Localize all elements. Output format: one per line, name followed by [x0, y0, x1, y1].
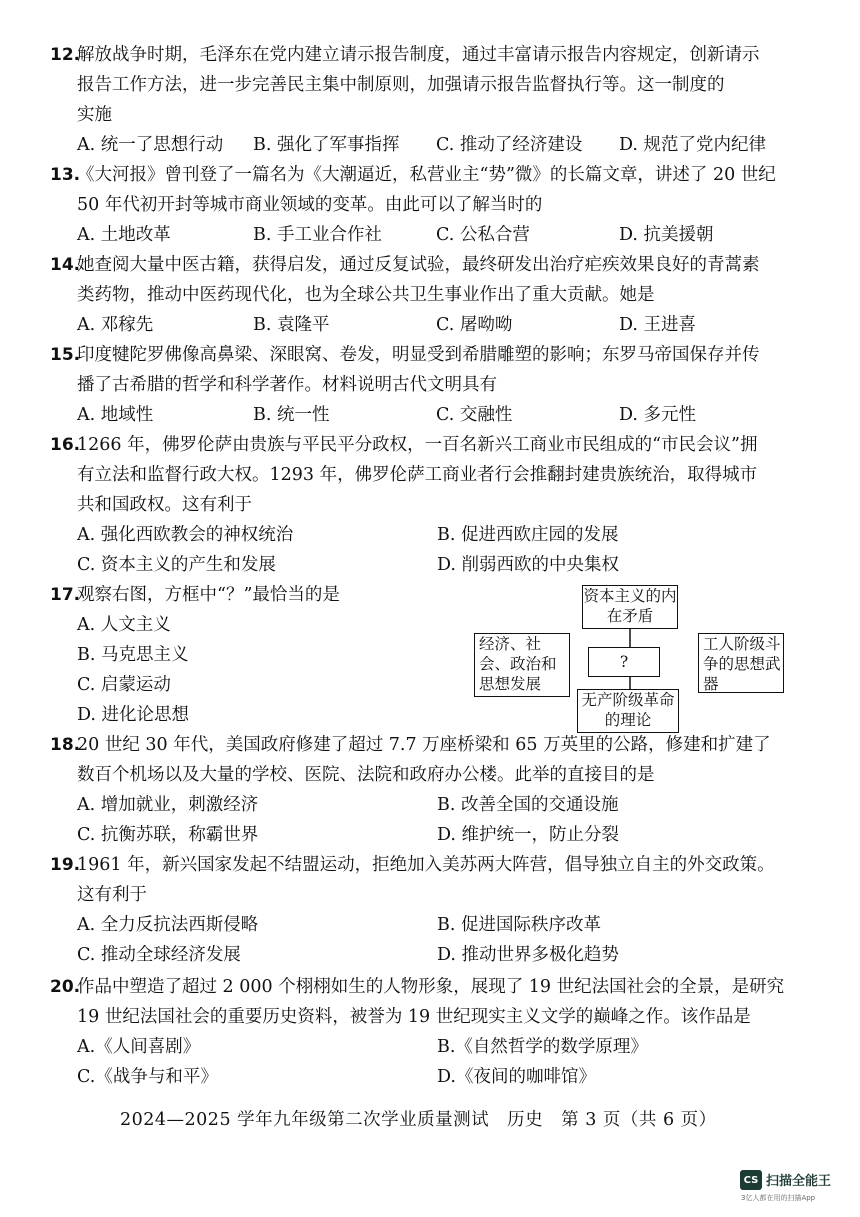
option-c[interactable]: C. 抗衡苏联，称霸世界 [77, 825, 259, 845]
option-d[interactable]: D. 削弱西欧的中央集权 [437, 555, 620, 575]
question-12 [52, 40, 842, 160]
option-d[interactable]: D.《夜间的咖啡馆》 [437, 1067, 596, 1087]
option-c[interactable]: C. 公私合营 [436, 225, 530, 245]
question-number: 15. [50, 345, 81, 365]
box-right: 工人阶级斗争的思想武器 [698, 633, 784, 693]
option-b[interactable]: B. 改善全国的交通设施 [437, 795, 619, 815]
question-number: 16. [50, 435, 81, 455]
question-13 [52, 160, 842, 250]
option-b[interactable]: B. 强化了军事指挥 [253, 135, 400, 155]
question-19 [52, 850, 842, 970]
question-18 [52, 730, 842, 850]
question-number: 14. [50, 255, 81, 275]
options [77, 1032, 842, 1092]
option-d[interactable]: D. 进化论思想 [77, 705, 190, 725]
option-c[interactable]: C.《战争与和平》 [77, 1067, 218, 1087]
question-number: 18. [50, 735, 81, 755]
option-a[interactable]: A. 地域性 [77, 405, 154, 425]
question-15 [52, 340, 842, 430]
options [77, 520, 842, 580]
option-c[interactable]: C. 推动全球经济发展 [77, 945, 241, 965]
option-a[interactable]: A. 全力反抗法西斯侵略 [77, 915, 259, 935]
box-bottom: 无产阶级革命的理论 [577, 689, 679, 733]
question-stem: 印度犍陀罗佛像高鼻梁、深眼窝、卷发，明显受到希腊雕塑的影响；东罗马帝国保存并传 播了古希腊的哲学和科学著作。材料说明古代文明具有 [77, 345, 760, 395]
question-16 [52, 430, 842, 580]
options [77, 790, 842, 850]
option-b[interactable]: B. 促进国际秩序改革 [437, 915, 601, 935]
option-b[interactable]: B. 袁隆平 [253, 315, 330, 335]
option-d[interactable]: D. 维护统一，防止分裂 [437, 825, 620, 845]
option-d[interactable]: D. 规范了党内纪律 [619, 135, 767, 155]
camscanner-name: 扫描全能王 [766, 1174, 832, 1189]
question-number: 12. [50, 45, 81, 65]
concept-diagram [472, 585, 840, 735]
question-stem: 作品中塑造了超过 2 000 个栩栩如生的人物形象，展现了 19 世纪法国社会的全景，是研究 19 世纪法国社会的重要历史资料，被誉为 19 世纪现实主义文学的巅峰之作。该作品是 [77, 977, 785, 1027]
question-stem: 《大河报》曾刊登了一篇名为《大潮逼近，私营业主“势”微》的长篇文章，讲述了 20 世纪 50 年代初开封等城市商业领域的变革。由此可以了解当时的 [77, 165, 776, 215]
option-a[interactable]: A. 增加就业，刺激经济 [77, 795, 259, 815]
option-c[interactable]: C. 推动了经济建设 [436, 135, 583, 155]
page-footer: 2024—2025 学年九年级第二次学业质量测试 历史 第 3 页（共 6 页） [120, 1110, 717, 1130]
option-a[interactable]: A. 土地改革 [77, 225, 171, 245]
option-d[interactable]: D. 推动世界多极化趋势 [437, 945, 620, 965]
camscanner-logo-icon: CS [740, 1170, 762, 1190]
question-number: 19. [50, 855, 81, 875]
box-center-question: ? [588, 647, 660, 677]
question-number: 13. [50, 165, 81, 185]
option-b[interactable]: B. 马克思主义 [77, 645, 189, 665]
question-stem: 她查阅大量中医古籍，获得启发，通过反复试验，最终研发出治疗疟疾效果良好的青蒿素 类药物，推动中医药现代化，也为全球公共卫生事业作出了重大贡献。她是 [77, 255, 760, 305]
question-number: 20. [50, 977, 81, 997]
option-b[interactable]: B. 手工业合作社 [253, 225, 382, 245]
camscanner-tagline: 3亿人都在用的扫描App [741, 1194, 816, 1202]
option-c[interactable]: C. 资本主义的产生和发展 [77, 555, 276, 575]
options [77, 130, 842, 160]
option-d[interactable]: D. 抗美援朝 [619, 225, 714, 245]
option-a[interactable]: A. 人文主义 [77, 615, 171, 635]
question-stem: 观察右图，方框中“？”最恰当的是 [77, 585, 340, 605]
option-a[interactable]: A.《人间喜剧》 [77, 1037, 201, 1057]
option-d[interactable]: D. 多元性 [619, 405, 697, 425]
option-c[interactable]: C. 交融性 [436, 405, 513, 425]
box-left: 经济、社会、政治和思想发展 [474, 633, 570, 697]
option-b[interactable]: B. 统一性 [253, 405, 330, 425]
options [77, 910, 842, 970]
question-20 [52, 972, 842, 1092]
question-stem: 1961 年，新兴国家发起不结盟运动，拒绝加入美苏两大阵营，倡导独立自主的外交政策。 这有利于 [77, 855, 775, 905]
question-14 [52, 250, 842, 340]
question-stem: 解放战争时期，毛泽东在党内建立请示报告制度，通过丰富请示报告内容规定，创新请示 报告工作方法，进一步完善民主集中制原则，加强请示报告监督执行等。这一制度的 实施 [77, 45, 760, 125]
option-a[interactable]: A. 邓稼先 [77, 315, 154, 335]
option-b[interactable]: B.《自然哲学的数学原理》 [437, 1037, 648, 1057]
options [77, 310, 842, 340]
question-stem: 20 世纪 30 年代，美国政府修建了超过 7.7 万座桥梁和 65 万英里的公路，修建和扩建了 数百个机场以及大量的学校、医院、法院和政府办公楼。此举的直接目的是 [77, 735, 771, 785]
options [77, 400, 842, 430]
option-b[interactable]: B. 促进西欧庄园的发展 [437, 525, 619, 545]
option-a[interactable]: A. 统一了思想行动 [77, 135, 224, 155]
question-17 [52, 580, 472, 730]
option-a[interactable]: A. 强化西欧教会的神权统治 [77, 525, 294, 545]
box-top: 资本主义的内在矛盾 [582, 585, 678, 629]
options [77, 220, 842, 250]
option-c[interactable]: C. 屠呦呦 [436, 315, 513, 335]
option-d[interactable]: D. 王进喜 [619, 315, 697, 335]
question-stem: 1266 年，佛罗伦萨由贵族与平民平分政权，一百名新兴工商业市民组成的“市民会议”拥 有立法和监督行政大权。1293 年，佛罗伦萨工商业者行会推翻封建贵族统治，取得城市 共和国政权。这有利于 [77, 435, 758, 515]
option-c[interactable]: C. 启蒙运动 [77, 675, 171, 695]
question-number: 17. [50, 585, 81, 605]
